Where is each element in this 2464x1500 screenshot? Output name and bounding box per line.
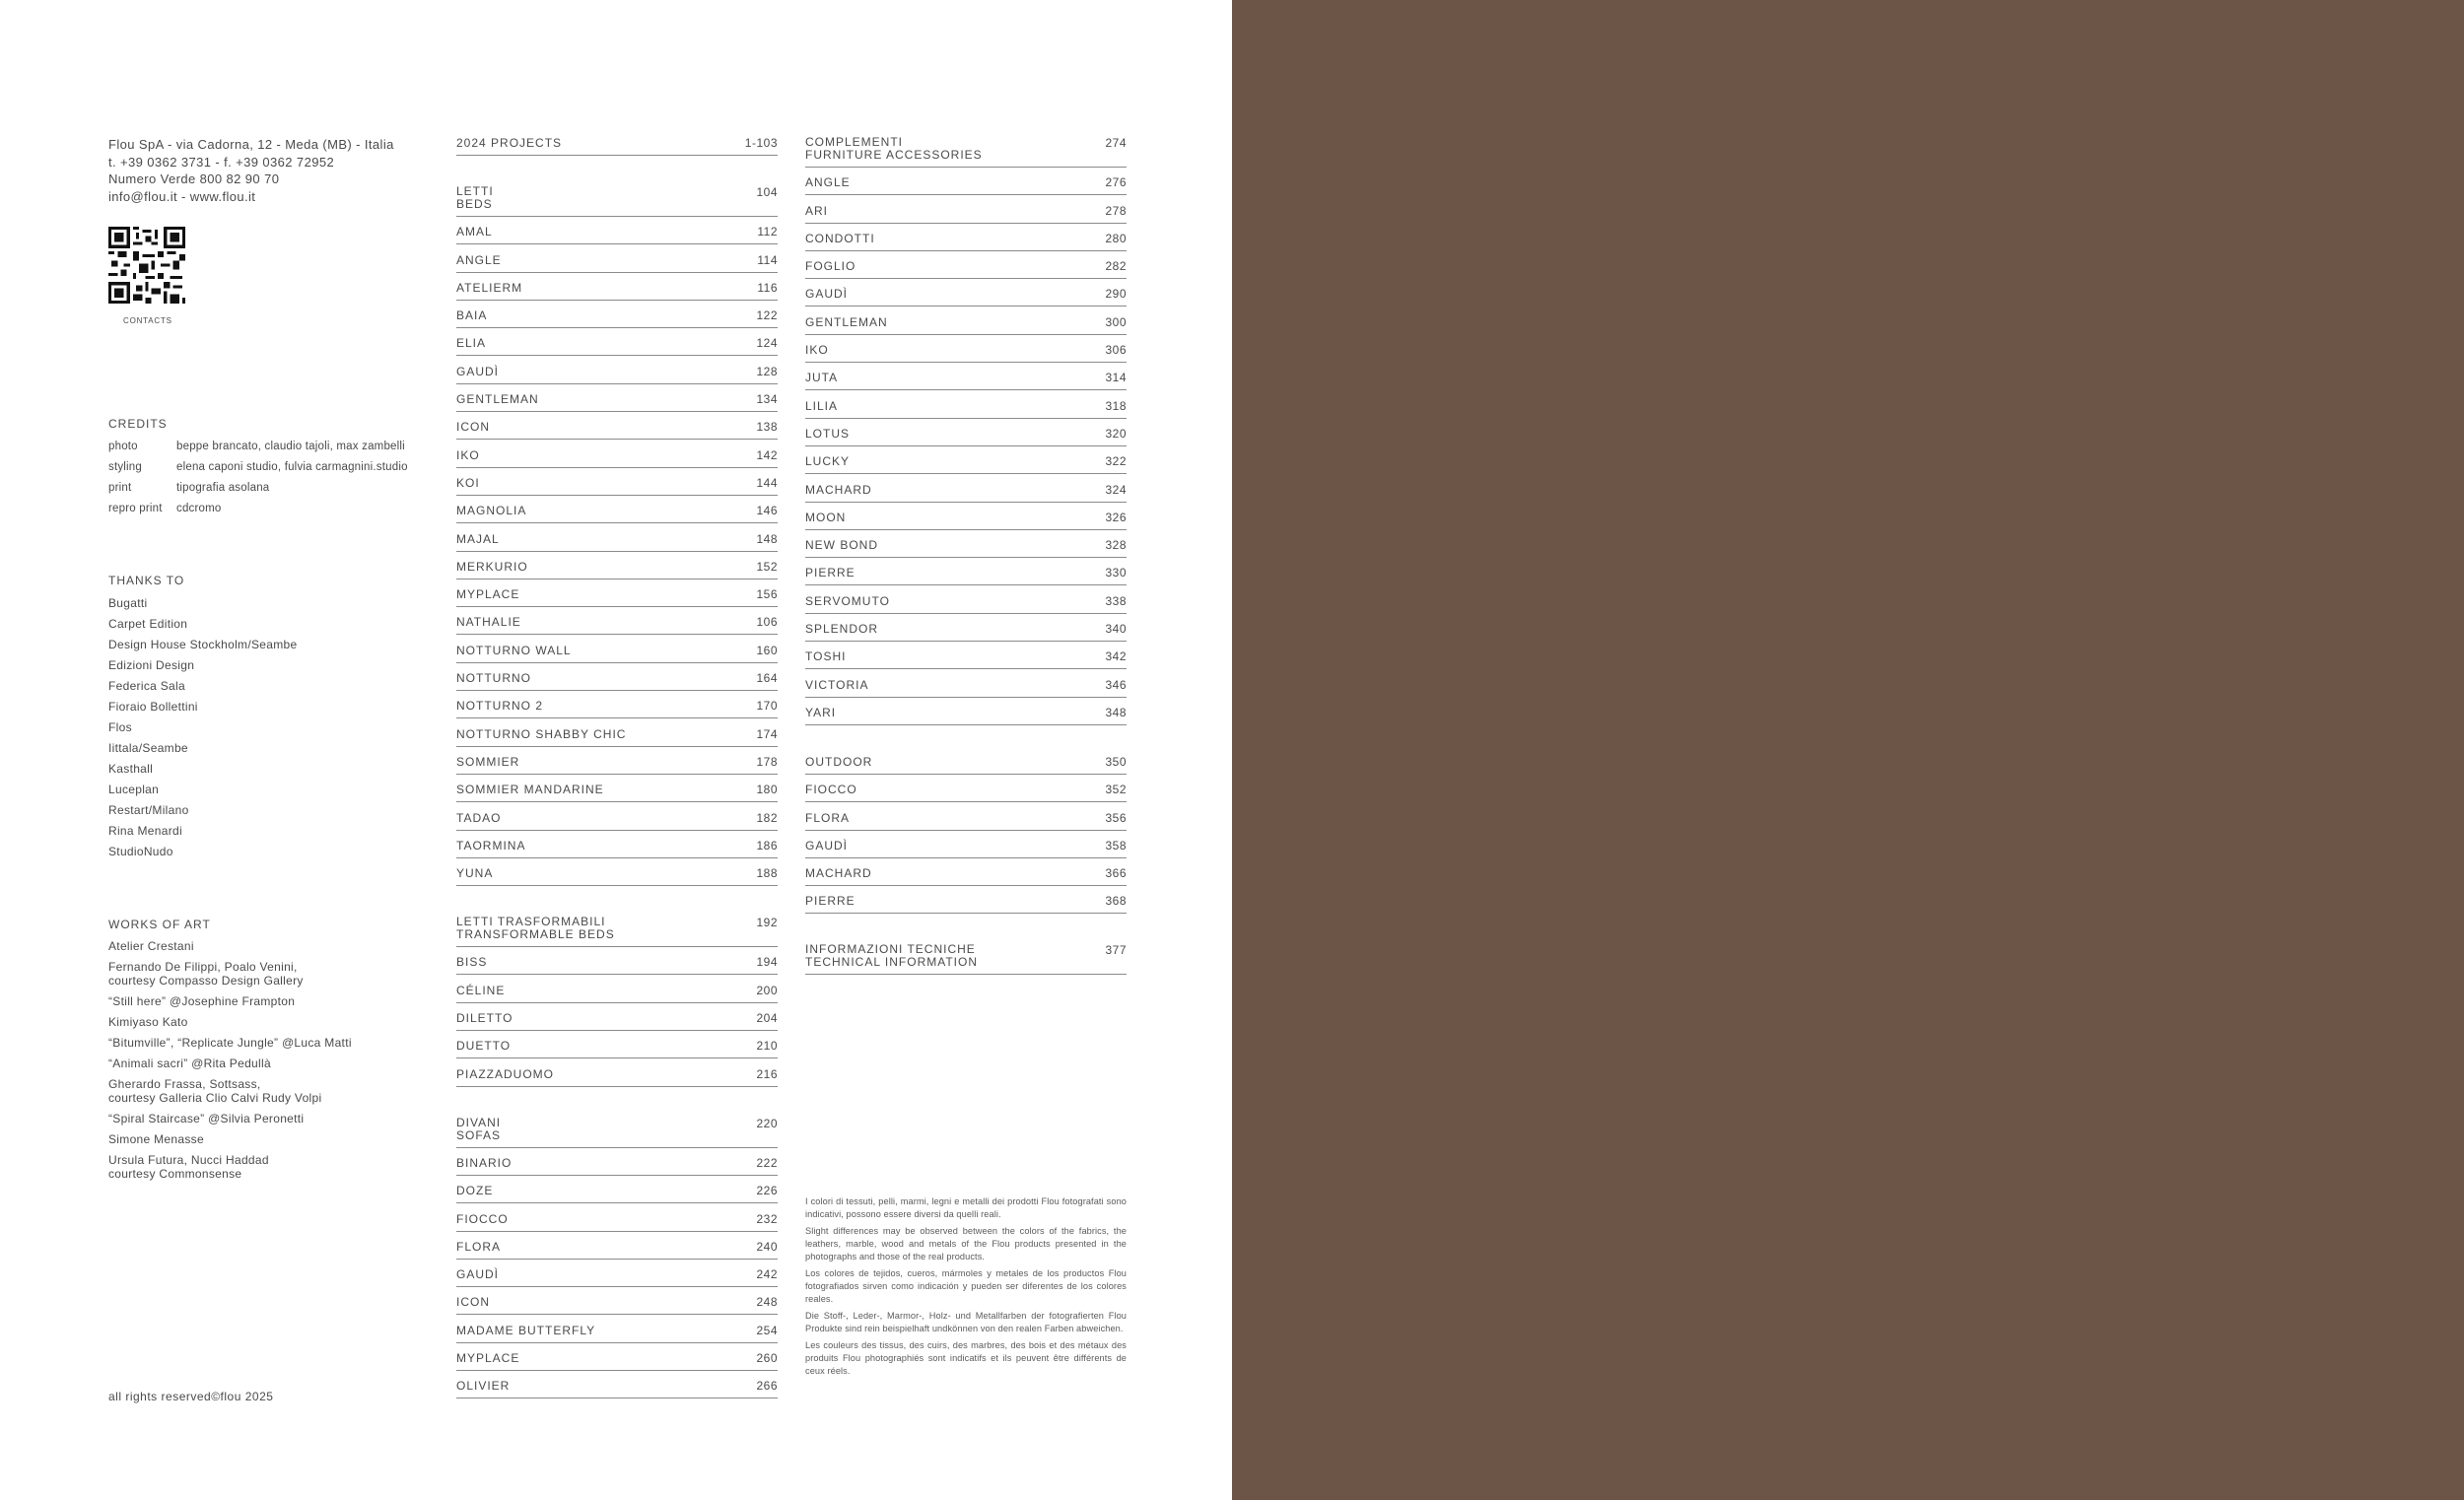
toc-label: BISS [456, 955, 488, 970]
toc-entry-row[interactable] [805, 591, 1127, 614]
toc-page-number: 124 [756, 336, 778, 351]
toc-page-number: 260 [756, 1350, 778, 1365]
toc-section-row[interactable] [805, 136, 1127, 168]
works-of-art-item: Gherardo Frassa, Sottsass, courtesy Galleria Clio Calvi Rudy Volpi [108, 1077, 322, 1105]
toc-page-number: 276 [1105, 175, 1127, 190]
toc-label: SOMMIER [456, 754, 520, 769]
toc-label: NATHALIE [456, 615, 521, 630]
toc-entry-row[interactable] [456, 981, 778, 1003]
toc-label: PIERRE [805, 566, 856, 580]
contact-block [108, 136, 434, 325]
toc-page-number: 377 [1105, 943, 1127, 958]
toc-entry-row[interactable] [456, 557, 778, 580]
toc-entry-row[interactable] [456, 250, 778, 273]
toc-page-number: 330 [1105, 566, 1127, 580]
toc-page-number: 240 [756, 1239, 778, 1254]
toc-page-number: 306 [1105, 343, 1127, 358]
address-line: Flou SpA - via Cadorna, 12 - Meda (MB) - Italia [108, 137, 394, 152]
works-of-art-title: WORKS OF ART [108, 918, 211, 931]
toc-entry-row[interactable] [456, 529, 778, 552]
toc-label: ICON [456, 420, 490, 435]
toc-page-number: 232 [756, 1211, 778, 1226]
toc-entry-row[interactable] [456, 724, 778, 747]
toc-entry-row[interactable] [805, 892, 1127, 915]
toc-entry-row[interactable] [456, 863, 778, 886]
toc-label: LOTUS [805, 426, 851, 441]
toc-page-number: 174 [756, 726, 778, 741]
toc-entry-row[interactable] [456, 1181, 778, 1203]
right-page-color-block [1232, 0, 2464, 1500]
credit-name: beppe brancato, claudio tajoli, max zambelli [176, 441, 405, 452]
works-of-art-item: Fernando De Filippi, Poalo Venini, courtesy Compasso Design Gallery [108, 960, 304, 988]
toc-label: AMAL [456, 225, 493, 239]
toc-label: NOTTURNO 2 [456, 699, 543, 714]
qr-label: CONTACTS [123, 316, 172, 325]
toc-entry-row[interactable] [456, 334, 778, 357]
toc-label: GAUDÌ [805, 287, 849, 302]
toc-page-number: 152 [756, 559, 778, 574]
toc-page-number: 324 [1105, 482, 1127, 497]
toc-label: SOMMIER MANDARINE [456, 783, 604, 797]
toc-label: BINARIO [456, 1155, 513, 1170]
toc-column-2 [805, 136, 1127, 975]
toc-entry-row[interactable] [456, 1037, 778, 1059]
toc-entry-row[interactable] [456, 1209, 778, 1232]
toc-section-row[interactable] [805, 755, 1127, 775]
thanks-item: StudioNudo [108, 845, 173, 858]
toc-label: GAUDÌ [456, 364, 500, 378]
toc-page-number: 106 [756, 615, 778, 630]
toc-page-number: 178 [756, 754, 778, 769]
toc-entry-row[interactable] [805, 808, 1127, 831]
toc-label: GAUDÌ [456, 1267, 500, 1282]
toc-label: LETTI BEDS [456, 184, 494, 211]
toc-label: LUCKY [805, 454, 851, 469]
toc-entry-row[interactable] [456, 697, 778, 719]
toc-page-number: 280 [1105, 231, 1127, 245]
toc-entry-row[interactable] [456, 278, 778, 301]
toc-page-number: 138 [756, 420, 778, 435]
toc-page-number: 254 [756, 1323, 778, 1337]
toc-page-number: 128 [756, 364, 778, 378]
credit-row [108, 457, 444, 478]
toc-label: YARI [805, 705, 837, 719]
toc-label: 2024 PROJECTS [456, 136, 563, 150]
toc-page-number: 188 [756, 866, 778, 881]
toc-page-number: 116 [757, 280, 778, 295]
toc-page-number: 326 [1105, 510, 1127, 524]
toc-label: MACHARD [805, 866, 872, 881]
toc-entry-row[interactable] [805, 648, 1127, 670]
toc-page-number: 282 [1105, 259, 1127, 274]
thanks-block [108, 574, 444, 862]
toc-entry-row[interactable] [805, 451, 1127, 474]
toc-page-number: 348 [1105, 705, 1127, 719]
qr-code-icon[interactable] [108, 227, 185, 304]
toc-label: FLORA [456, 1239, 502, 1254]
toc-entry-row[interactable] [805, 285, 1127, 307]
toc-label: FIOCCO [805, 783, 857, 797]
works-of-art-list [108, 939, 444, 1181]
toc-label: OUTDOOR [805, 754, 873, 769]
toc-entry-row[interactable] [805, 780, 1127, 802]
copyright-notice: all rights reserved©flou 2025 [108, 1390, 274, 1403]
toc-entry-row[interactable] [456, 641, 778, 663]
works-of-art-item: “Bitumville”, “Replicate Jungle” @Luca Matti [108, 1036, 352, 1050]
toc-label: MAGNOLIA [456, 504, 527, 518]
toc-entry-row[interactable] [456, 445, 778, 468]
toc-label: FOGLIO [805, 259, 856, 274]
toc-entry-row[interactable] [805, 424, 1127, 446]
toc-page-number: 134 [756, 392, 778, 407]
toc-entry-row[interactable] [456, 808, 778, 831]
toc-page-number: 358 [1105, 838, 1127, 852]
toc-label: ANGLE [805, 175, 851, 190]
toc-page-number: 210 [756, 1039, 778, 1054]
toc-page-number: 242 [756, 1267, 778, 1282]
works-of-art-item: Simone Menasse [108, 1132, 204, 1146]
credit-role: print [108, 482, 132, 494]
credit-row [108, 478, 444, 499]
toc-entry-row[interactable] [456, 613, 778, 636]
thanks-item: Design House Stockholm/Seambe [108, 638, 298, 651]
toc-entry-row[interactable] [456, 1293, 778, 1316]
toc-label: CÉLINE [456, 983, 506, 997]
toc-entry-row[interactable] [805, 229, 1127, 251]
toc-label: JUTA [805, 371, 839, 385]
toc-entry-row[interactable] [456, 1064, 778, 1087]
toc-label: NOTTURNO WALL [456, 643, 572, 657]
credit-row [108, 437, 444, 457]
toc-page-number: 368 [1105, 894, 1127, 909]
toc-label: SERVOMUTO [805, 593, 890, 608]
thanks-title: THANKS TO [108, 574, 185, 587]
toc-entry-row[interactable] [456, 584, 778, 607]
credit-role: repro print [108, 503, 163, 514]
credit-row [108, 499, 444, 519]
toc-label: ARI [805, 203, 829, 218]
toc-page-number: 342 [1105, 649, 1127, 664]
toc-label: MYPLACE [456, 1350, 520, 1365]
toc-label: BAIA [456, 308, 488, 323]
credit-name: elena caponi studio, fulvia carmagnini.studio [176, 461, 408, 473]
toc-label: NEW BOND [805, 538, 878, 553]
toc-page-number: 314 [1105, 371, 1127, 385]
credit-name: cdcromo [176, 503, 222, 514]
credit-role: photo [108, 441, 138, 452]
credit-name: tipografia asolana [176, 482, 270, 494]
toc-page-number: 112 [757, 225, 778, 239]
toc-label: SPLENDOR [805, 622, 879, 637]
credit-role: styling [108, 461, 142, 473]
works-of-art-item: Kimiyaso Kato [108, 1015, 188, 1029]
toc-page-number: 322 [1105, 454, 1127, 469]
toc-page-number: 248 [756, 1295, 778, 1310]
toc-entry-row[interactable] [805, 836, 1127, 858]
toc-entry-row[interactable] [805, 201, 1127, 224]
toc-label: DILETTO [456, 1011, 513, 1026]
thanks-item: Federica Sala [108, 679, 185, 693]
toc-page-number: 290 [1105, 287, 1127, 302]
toc-page-number: 226 [756, 1184, 778, 1198]
toc-label: YUNA [456, 866, 494, 881]
toc-label: TOSHI [805, 649, 847, 664]
toc-page-number: 338 [1105, 593, 1127, 608]
toc-label: FLORA [805, 810, 851, 825]
toc-label: COMPLEMENTI FURNITURE ACCESSORIES [805, 135, 983, 162]
works-of-art-item: “Still here” @Josephine Frampton [108, 994, 296, 1008]
toc-page-number: 104 [756, 185, 778, 199]
toc-page-number: 164 [756, 671, 778, 686]
toc-label: MAJAL [456, 531, 500, 546]
address [108, 136, 434, 205]
toc-entry-row[interactable] [805, 256, 1127, 279]
toc-section-row[interactable] [456, 1117, 778, 1148]
toc-label: PIAZZADUOMO [456, 1066, 555, 1081]
toc-page-number: 182 [756, 810, 778, 825]
toc-label: FIOCCO [456, 1211, 509, 1226]
toc-page-number: 170 [756, 699, 778, 714]
toc-page-number: 142 [756, 447, 778, 462]
toc-entry-row[interactable] [456, 953, 778, 976]
toc-entry-row[interactable] [456, 389, 778, 412]
thanks-item: Fioraio Bollettini [108, 700, 198, 714]
toc-label: PIERRE [805, 894, 856, 909]
toc-page-number: 274 [1105, 136, 1127, 150]
works-of-art-item: Ursula Futura, Nucci Haddad courtesy Commonsense [108, 1153, 269, 1181]
toc-label: ATELIERM [456, 280, 523, 295]
thanks-item: Kasthall [108, 762, 154, 776]
toc-entry-row[interactable] [456, 223, 778, 245]
toc-page-number: 346 [1105, 677, 1127, 692]
toc-label: MACHARD [805, 482, 872, 497]
toc-entry-row[interactable] [456, 668, 778, 691]
toc-page-number: 194 [756, 955, 778, 970]
toll-free-line: Numero Verde 800 82 90 70 [108, 171, 280, 186]
toc-entry-row[interactable] [456, 1008, 778, 1031]
toc-label: ICON [456, 1295, 490, 1310]
toc-entry-row[interactable] [805, 703, 1127, 725]
toc-entry-row[interactable] [456, 1348, 778, 1371]
toc-page-number: 266 [756, 1379, 778, 1394]
toc-entry-row[interactable] [456, 1264, 778, 1287]
toc-label: DIVANI SOFAS [456, 1115, 502, 1142]
toc-label: MERKURIO [456, 559, 528, 574]
toc-page-number: 122 [756, 308, 778, 323]
toc-entry-row[interactable] [805, 340, 1127, 363]
toc-page-number: 180 [756, 783, 778, 797]
toc-label: MOON [805, 510, 847, 524]
phone-line: t. +39 0362 3731 - f. +39 0362 72952 [108, 154, 335, 170]
disclaimer-paragraph: I colori di tessuti, pelli, marmi, legni e metalli dei prodotti Flou fotografati sono indicativi, possono essere diversi da quelli reali. [805, 1196, 1127, 1219]
thanks-item: Iittala/Seambe [108, 741, 188, 755]
toc-page-number: 318 [1105, 398, 1127, 413]
toc-label: TAORMINA [456, 838, 526, 852]
thanks-item: Edizioni Design [108, 658, 195, 672]
thanks-item: Flos [108, 720, 132, 734]
thanks-item: Restart/Milano [108, 803, 189, 817]
toc-label: MADAME BUTTERFLY [456, 1323, 596, 1337]
toc-page-number: 156 [756, 587, 778, 602]
toc-page-number: 340 [1105, 622, 1127, 637]
toc-page-number: 220 [756, 1116, 778, 1130]
toc-entry-row[interactable] [805, 619, 1127, 642]
toc-entry-row[interactable] [805, 535, 1127, 558]
toc-label: NOTTURNO SHABBY CHIC [456, 726, 627, 741]
credits-block [108, 417, 444, 519]
toc-page-number: 350 [1105, 754, 1127, 769]
toc-entry-row[interactable] [456, 1153, 778, 1176]
toc-entry-row[interactable] [805, 173, 1127, 196]
works-of-art-item: “Spiral Staircase” @Silvia Peronetti [108, 1112, 305, 1125]
color-disclaimer [805, 1195, 1127, 1382]
toc-page-number: 222 [756, 1155, 778, 1170]
toc-page-number: 366 [1105, 866, 1127, 881]
toc-label: ELIA [456, 336, 487, 351]
toc-page-number: 352 [1105, 783, 1127, 797]
toc-entry-row[interactable] [456, 1376, 778, 1398]
toc-label: GENTLEMAN [805, 314, 888, 329]
toc-page-number: 300 [1105, 314, 1127, 329]
toc-label: GENTLEMAN [456, 392, 539, 407]
toc-section-row[interactable] [456, 136, 778, 156]
toc-entry-row[interactable] [456, 501, 778, 523]
thanks-item: Rina Menardi [108, 824, 182, 838]
toc-entry-row[interactable] [456, 418, 778, 441]
toc-label: LILIA [805, 398, 839, 413]
toc-entry-row[interactable] [805, 312, 1127, 335]
thanks-item: Luceplan [108, 783, 160, 796]
toc-label: GAUDÌ [805, 838, 849, 852]
toc-page-number: 320 [1105, 426, 1127, 441]
toc-entry-row[interactable] [456, 1237, 778, 1260]
toc-page-number: 144 [756, 475, 778, 490]
toc-label: LETTI TRASFORMABILI TRANSFORMABLE BEDS [456, 915, 615, 942]
toc-page-number: 200 [756, 983, 778, 997]
credits-title: CREDITS [108, 417, 168, 431]
toc-entry-row[interactable] [456, 306, 778, 328]
toc-entry-row[interactable] [456, 362, 778, 384]
toc-label: NOTTURNO [456, 671, 531, 686]
disclaimer-paragraph: Les couleurs des tissus, des cuirs, des marbres, des bois et des métaux des produits Flou photographiés sont indicatifs et ils peuvent être différents de ceux réels. [805, 1340, 1127, 1376]
toc-entry-row[interactable] [805, 508, 1127, 530]
toc-entry-row[interactable] [805, 480, 1127, 503]
toc-page-number: 1-103 [744, 136, 778, 150]
toc-entry-row[interactable] [805, 396, 1127, 419]
toc-label: VICTORIA [805, 677, 869, 692]
toc-page-number: 186 [756, 838, 778, 852]
toc-entry-row[interactable] [456, 1321, 778, 1343]
disclaimer-paragraph: Slight differences may be observed between the colors of the fabrics, the leathers, marble, wood and metals of the Flou products presented in the photographs and those of the real products. [805, 1226, 1127, 1261]
toc-label: INFORMAZIONI TECNICHE TECHNICAL INFORMATION [805, 942, 979, 970]
toc-page-number: 146 [756, 504, 778, 518]
toc-label: IKO [456, 447, 480, 462]
toc-page-number: 328 [1105, 538, 1127, 553]
toc-page-number: 356 [1105, 810, 1127, 825]
toc-label: TADAO [456, 810, 502, 825]
disclaimer-paragraph: Los colores de tejidos, cueros, mármoles y metales de los productos Flou fotografiados sirven como indicación y pueden ser diferentes de los colores reales. [805, 1268, 1127, 1304]
toc-label: MYPLACE [456, 587, 520, 602]
toc-section-row[interactable] [456, 916, 778, 947]
email-web-line[interactable]: info@flou.it - www.flou.it [108, 188, 256, 204]
toc-label: ANGLE [456, 252, 502, 267]
disclaimer-paragraph: Die Stoff-, Leder-, Marmor-, Holz- und Metallfarben der fotografierten Flou Produkte sind rein beispielhaft undkönnen von den realen Farben abweichen. [805, 1311, 1127, 1333]
toc-page-number: 278 [1105, 203, 1127, 218]
toc-entry-row[interactable] [456, 780, 778, 802]
works-of-art-item: Atelier Crestani [108, 939, 194, 953]
toc-page-number: 216 [756, 1066, 778, 1081]
toc-page-number: 192 [756, 916, 778, 930]
toc-label: OLIVIER [456, 1379, 511, 1394]
toc-section-row[interactable] [456, 185, 778, 217]
toc-entry-row[interactable] [456, 473, 778, 496]
thanks-item: Carpet Edition [108, 617, 188, 631]
toc-label: IKO [805, 343, 829, 358]
toc-label: DOZE [456, 1184, 494, 1198]
thanks-item: Bugatti [108, 596, 148, 610]
toc-page-number: 148 [756, 531, 778, 546]
toc-page-number: 114 [757, 252, 778, 267]
toc-label: KOI [456, 475, 480, 490]
thanks-list [108, 593, 444, 862]
toc-label: CONDOTTI [805, 231, 875, 245]
toc-entry-row[interactable] [805, 863, 1127, 886]
toc-entry-row[interactable] [456, 752, 778, 775]
toc-section-row[interactable] [805, 943, 1127, 975]
toc-label: DUETTO [456, 1039, 512, 1054]
toc-entry-row[interactable] [805, 675, 1127, 698]
toc-column-1 [456, 136, 778, 1398]
toc-page-number: 160 [756, 643, 778, 657]
toc-entry-row[interactable] [805, 369, 1127, 391]
toc-entry-row[interactable] [456, 836, 778, 858]
toc-entry-row[interactable] [805, 564, 1127, 586]
toc-page-number: 204 [756, 1011, 778, 1026]
works-of-art-item: “Animali sacri” @Rita Pedullà [108, 1057, 271, 1070]
works-of-art-block [108, 918, 444, 1188]
